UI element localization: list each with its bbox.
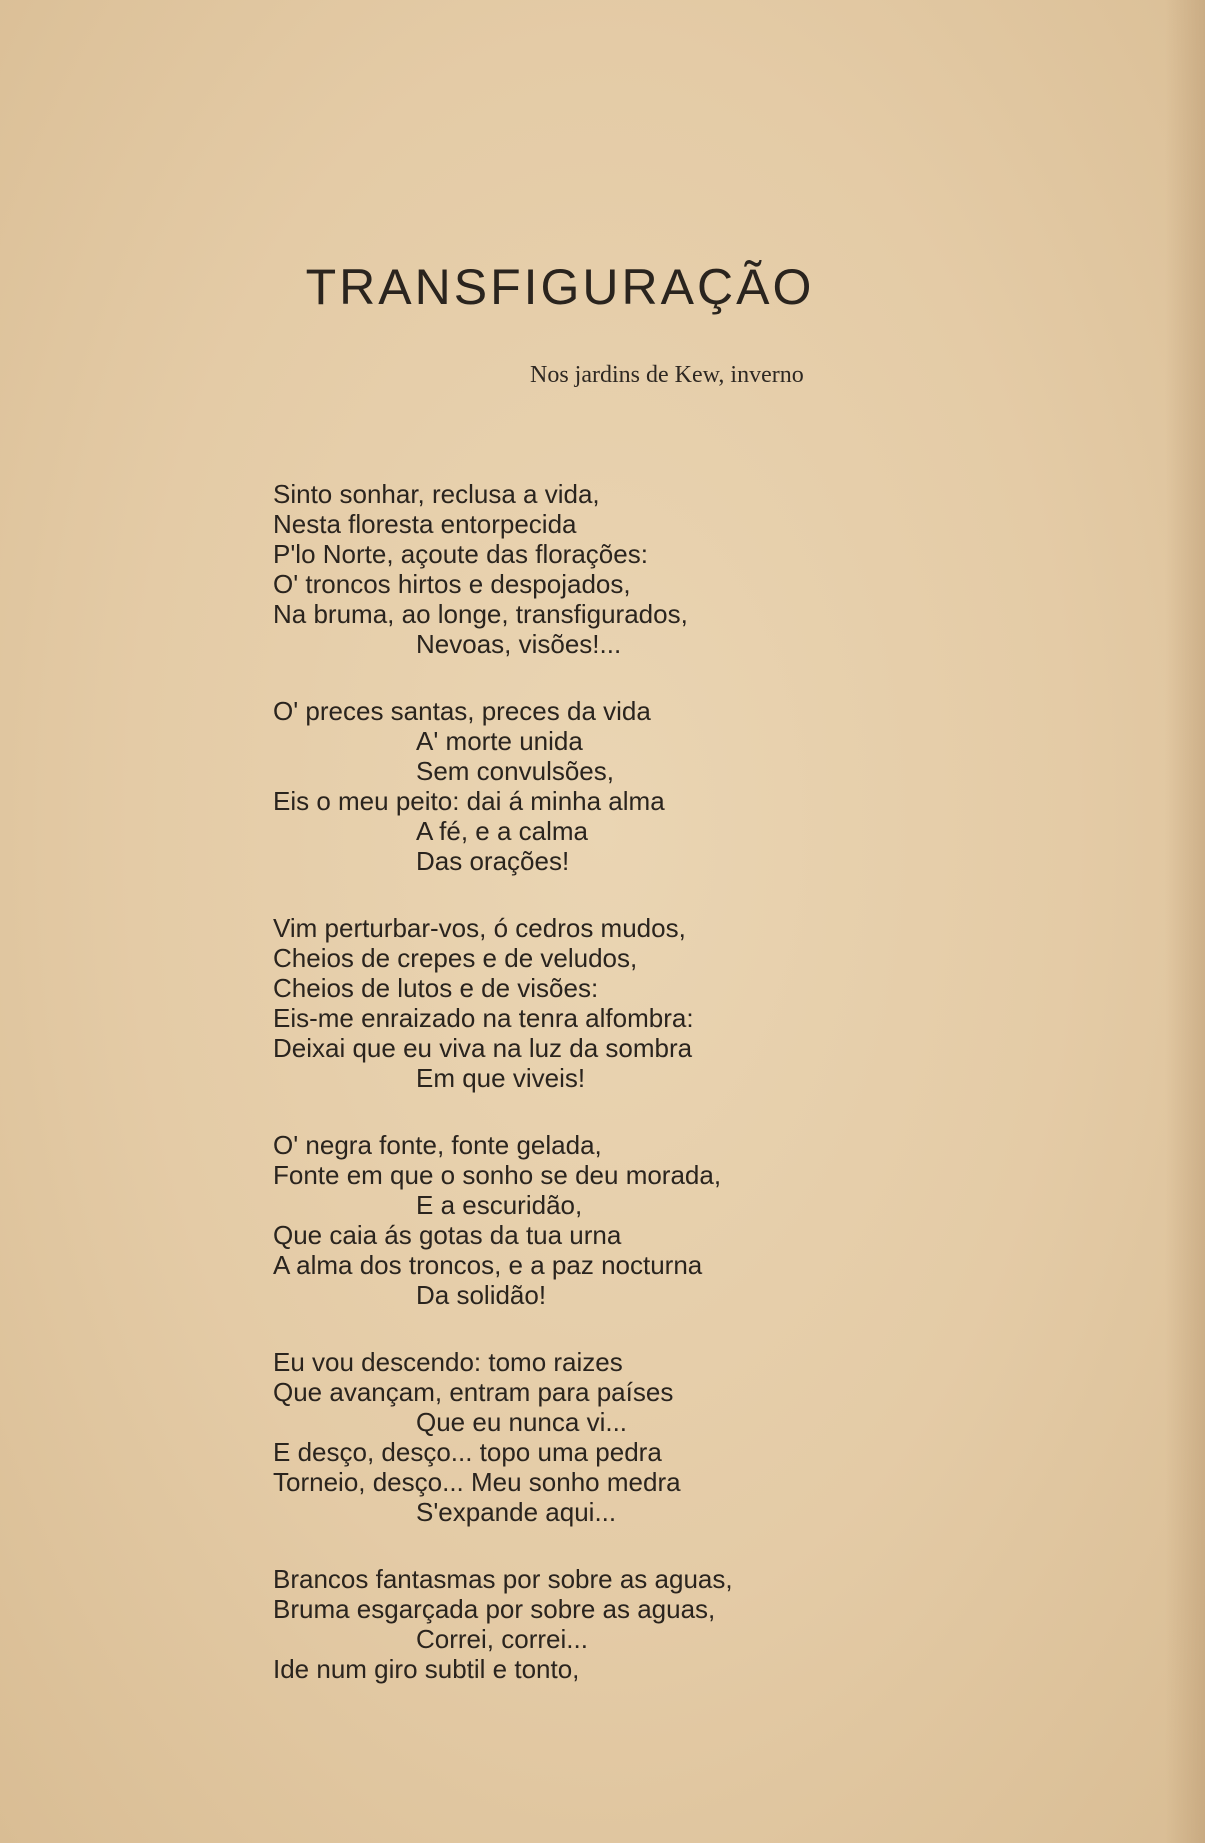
stanza <box>273 696 733 876</box>
verse-line: Torneio, desço... Meu sonho medra <box>273 1467 681 1497</box>
poem-title: TRANSFIGURAÇÃO <box>305 259 815 315</box>
verse-line: E desço, desço... topo uma pedra <box>273 1437 662 1467</box>
poem-subtitle: Nos jardins de Kew, inverno <box>530 362 804 388</box>
verse-line: A' morte unida <box>416 726 583 756</box>
verse-line: Na bruma, ao longe, transfigurados, <box>273 599 688 629</box>
verse-line: Eu vou descendo: tomo raizes <box>273 1347 623 1377</box>
verse-line: S'expande aqui... <box>416 1497 617 1527</box>
verse-line: E a escuridão, <box>416 1190 583 1220</box>
verse-line: Sem convulsões, <box>416 756 614 786</box>
verse-line: O' negra fonte, fonte gelada, <box>273 1130 602 1160</box>
verse-line: Nevoas, visões!... <box>416 629 622 659</box>
verse-line: Ide num giro subtil e tonto, <box>273 1654 580 1684</box>
stanza <box>273 479 733 659</box>
page-edge-shadow <box>1165 0 1205 1843</box>
verse-line: Eis-me enraizado na tenra alfombra: <box>273 1003 694 1033</box>
verse-line: Fonte em que o sonho se deu morada, <box>273 1160 722 1190</box>
stanza <box>273 1564 733 1684</box>
verse-line: Que caia ás gotas da tua urna <box>273 1220 622 1250</box>
verse-line: Cheios de lutos e de visões: <box>273 973 599 1003</box>
verse-line: Sinto sonhar, reclusa a vida, <box>273 479 600 509</box>
verse-line: Deixai que eu viva na luz da sombra <box>273 1033 693 1063</box>
verse-line: Em que viveis! <box>416 1063 586 1093</box>
stanza <box>273 1347 733 1527</box>
verse-line: Das orações! <box>416 846 570 876</box>
verse-line: P'lo Norte, açoute das florações: <box>273 539 648 569</box>
verse-line: Bruma esgarçada por sobre as aguas, <box>273 1594 716 1624</box>
stanza <box>273 913 733 1093</box>
verse-line: Nesta floresta entorpecida <box>273 509 577 539</box>
verse-line: Eis o meu peito: dai á minha alma <box>273 786 665 816</box>
verse-line: Que eu nunca vi... <box>416 1407 628 1437</box>
poem-body <box>273 479 733 1721</box>
verse-line: Que avançam, entram para países <box>273 1377 674 1407</box>
verse-line: Correi, correi... <box>416 1624 588 1654</box>
verse-line: Cheios de crepes e de veludos, <box>273 943 638 973</box>
verse-line: O' troncos hirtos e despojados, <box>273 569 631 599</box>
verse-line: O' preces santas, preces da vida <box>273 696 651 726</box>
verse-line: A alma dos troncos, e a paz nocturna <box>273 1250 703 1280</box>
verse-line: Vim perturbar-vos, ó cedros mudos, <box>273 913 686 943</box>
verse-line: Brancos fantasmas por sobre as aguas, <box>273 1564 733 1594</box>
stanza <box>273 1130 733 1310</box>
verse-line: A fé, e a calma <box>416 816 588 846</box>
verse-line: Da solidão! <box>416 1280 547 1310</box>
